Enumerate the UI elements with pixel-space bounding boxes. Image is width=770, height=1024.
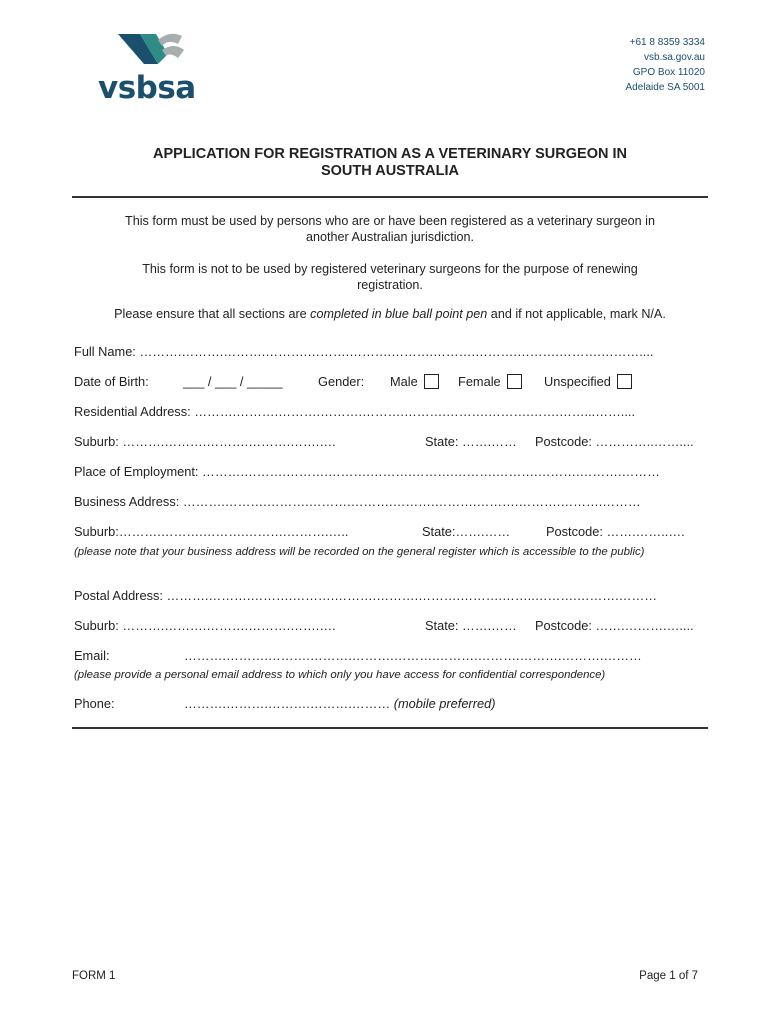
- form-number: FORM 1: [72, 970, 116, 982]
- postcode-label: Postcode:: [546, 524, 603, 539]
- state-field[interactable]: …….……: [455, 524, 511, 539]
- full-name-row: [74, 344, 653, 360]
- state-label: State:: [425, 434, 459, 449]
- business-postcode: [546, 524, 685, 540]
- employment-field[interactable]: ……….……….……….……….……….……….……….……….……….……….………: [202, 464, 660, 479]
- gender-female-checkbox[interactable]: [507, 374, 522, 389]
- residential-postcode: [535, 434, 694, 450]
- postal-suburb-row: [74, 618, 336, 634]
- postcode-field[interactable]: …….……….…....: [595, 618, 694, 633]
- phone-row: [184, 696, 495, 712]
- logo-text: vsbsa: [98, 70, 196, 106]
- suburb-field[interactable]: ……….……….……….……….……….…..: [118, 524, 349, 539]
- contact-website: vsb.sa.gov.au: [644, 52, 705, 63]
- business-suburb-row: [74, 524, 348, 540]
- gender-option-unspecified[interactable]: [544, 374, 632, 390]
- bottom-divider: [72, 727, 708, 729]
- postal-address-field[interactable]: ……….……….……….……….……….……….……….……….……..……….……….………: [166, 588, 658, 603]
- postal-state: [425, 618, 517, 634]
- suburb-label: Suburb:: [74, 524, 119, 539]
- email-field[interactable]: ……….……….……….……….……….……….……….……….……….……….………: [184, 648, 642, 663]
- top-divider: [72, 196, 708, 198]
- page-number: Page 1 of 7: [639, 970, 698, 982]
- intro-paragraph-3: [72, 306, 708, 322]
- business-state: [422, 524, 510, 540]
- email-note: (please provide a personal email address to which only you have access for confidential correspondence): [74, 669, 606, 681]
- title-line-2: SOUTH AUSTRALIA: [320, 163, 459, 179]
- gender-female-label: Female: [458, 374, 501, 389]
- business-address-label: Business Address:: [74, 494, 180, 509]
- state-field[interactable]: …….……: [462, 618, 517, 633]
- intro-p3-end: and if not applicable, mark N/A.: [487, 307, 666, 321]
- gender-male-checkbox[interactable]: [424, 374, 439, 389]
- suburb-field[interactable]: ……….……….……….……….…….….: [122, 434, 336, 449]
- gender-male-label: Male: [390, 374, 418, 389]
- state-field[interactable]: …….……: [462, 434, 517, 449]
- state-label: State:: [422, 524, 456, 539]
- postal-address-row: [74, 588, 657, 604]
- contact-block: [625, 35, 705, 95]
- contact-phone: +61 8 8359 3334: [629, 37, 705, 48]
- suburb-label: Suburb:: [74, 434, 119, 449]
- residential-address-label: Residential Address:: [74, 404, 191, 419]
- full-name-field[interactable]: ……….……….……….……….……….……….……….……….……….……….……….………....: [139, 344, 654, 359]
- contact-city: Adelaide SA 5001: [625, 82, 705, 93]
- full-name-label: Full Name:: [74, 344, 136, 359]
- employment-row: [74, 464, 660, 480]
- email-label: Email:: [74, 648, 110, 663]
- intro-p3-emphasis: completed in blue ball point pen: [310, 307, 488, 321]
- suburb-label: Suburb:: [74, 618, 119, 633]
- gender-label: Gender:: [318, 374, 365, 389]
- phone-suffix: (mobile preferred): [393, 696, 496, 711]
- dob-field[interactable]: ___ / ___ / _____: [183, 374, 283, 389]
- title-line-1: APPLICATION FOR REGISTRATION AS A VETERINARY SURGEON IN: [153, 146, 627, 162]
- contact-po-box: GPO Box 11020: [632, 67, 705, 78]
- gender-unspecified-label: Unspecified: [544, 374, 611, 389]
- business-address-field[interactable]: ……….……….……….……….……….……….……….……….……….……….………: [182, 494, 641, 509]
- state-label: State:: [425, 618, 459, 633]
- gender-option-male[interactable]: [390, 374, 439, 390]
- dob-label: Date of Birth:: [74, 374, 149, 389]
- intro-paragraph-2: This form is not to be used by registered veterinary surgeons for the purpose of renewing registration.: [142, 262, 638, 292]
- residential-address-field[interactable]: ……….……….……….……….……….……….……….……….…….……...……....: [194, 404, 636, 419]
- phone-label: Phone:: [74, 696, 115, 711]
- document-title: [60, 146, 720, 180]
- residential-state: [425, 434, 517, 450]
- postal-address-label: Postal Address:: [74, 588, 163, 603]
- gender-unspecified-checkbox[interactable]: [617, 374, 632, 389]
- business-address-note: (please note that your business address will be recorded on the general register which is accessible to the public): [74, 546, 645, 558]
- postcode-field[interactable]: …….……..….: [606, 524, 685, 539]
- postal-postcode: [535, 618, 694, 634]
- phone-field[interactable]: ……….……….……….……….………: [184, 696, 391, 711]
- residential-suburb-row: [74, 434, 336, 450]
- intro-paragraph-1: This form must be used by persons who are or have been registered as a veterinary surgeon in another Australian jurisdiction.: [125, 214, 655, 244]
- postcode-label: Postcode:: [535, 618, 592, 633]
- intro-p3-start: Please ensure that all sections are: [114, 307, 311, 321]
- employment-label: Place of Employment:: [74, 464, 199, 479]
- postcode-field[interactable]: …………..……....: [595, 434, 694, 449]
- postcode-label: Postcode:: [535, 434, 592, 449]
- suburb-field[interactable]: ……….……….……….……….…….….: [122, 618, 336, 633]
- residential-address-row: [74, 404, 635, 420]
- gender-option-female[interactable]: [458, 374, 522, 390]
- business-address-row: [74, 494, 641, 510]
